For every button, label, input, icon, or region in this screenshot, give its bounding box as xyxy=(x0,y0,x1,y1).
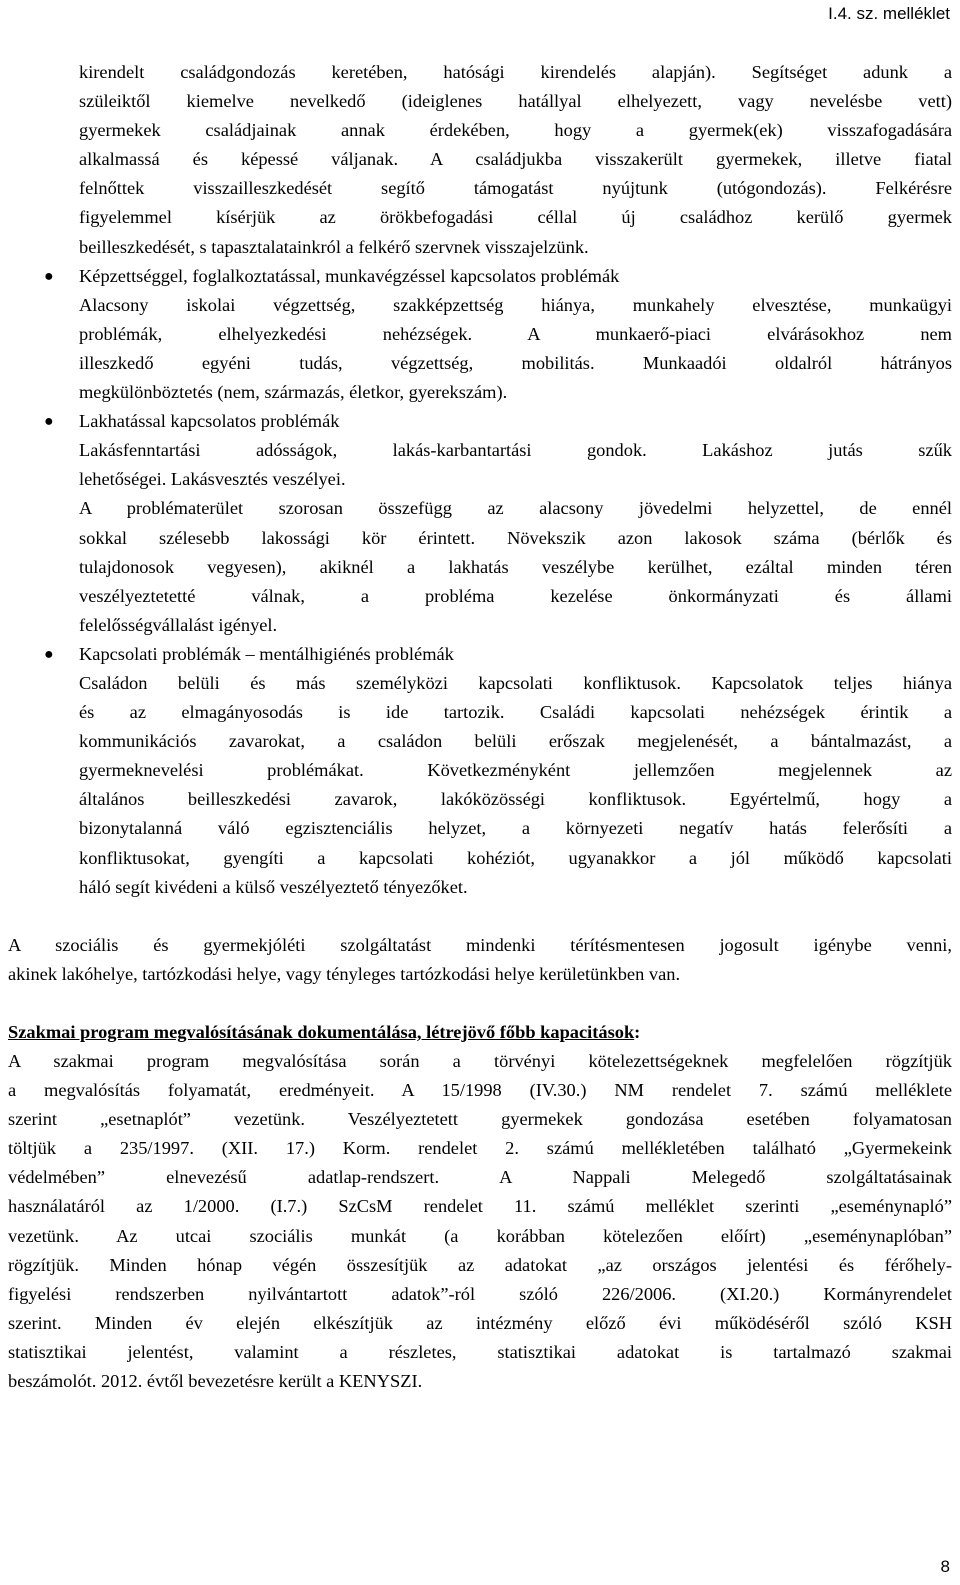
bullet-relationships xyxy=(0,640,960,902)
paragraph-family-care xyxy=(0,58,960,262)
text-line: gyermekek családjainak annak érdekében, hogy a gyermek(ek) visszafogadására xyxy=(79,120,952,141)
text-line: Családon belüli és más személyközi kapcsolati konfliktusok. Kapcsolatok teljes hiánya xyxy=(79,672,952,693)
text-line: szüleiktől kiemelve nevelkedő (ideiglenes hatállyal elhelyezett, vagy nevelésbe vett) xyxy=(79,91,952,112)
annex-label: I.4. sz. melléklet xyxy=(828,4,950,23)
text-line: statisztikai jelentést, valamint a részletes, statisztikai adatokat is tartalmazó szakmai xyxy=(8,1341,952,1362)
text-line: konfliktusokat, gyengíti a kapcsolati kohéziót, ugyanakkor a jól működő kapcsolati xyxy=(79,847,952,868)
text-line: általános beilleszkedési zavarok, lakóközösségi konfliktusok. Egyértelmű, hogy a xyxy=(79,789,952,810)
text-line: A szakmai program megvalósítása során a törvényi kötelezettségeknek megfelelően rögzítjük xyxy=(8,1051,952,1071)
paragraph-documentation xyxy=(0,1047,960,1396)
bullet-title: ● Kapcsolati problémák – mentálhigiénés problémák xyxy=(0,640,960,669)
text-line: Alacsony iskolai végzettség, szakképzettség hiánya, munkahely elvesztése, munkaügyi xyxy=(79,294,952,315)
text-line: figyelemmel kísérjük az örökbefogadási céllal új családhoz kerülő gyermek xyxy=(79,207,952,228)
text-line: kommunikációs zavarokat, a családon belüli erőszak megjelenését, a bántalmazást, a xyxy=(79,731,952,752)
text-line: lehetőségei. Lakásvesztés veszélyei. xyxy=(79,469,346,490)
text-line: Lakásfenntartási adósságok, lakás-karbantartási gondok. Lakáshoz jutás szűk xyxy=(79,440,952,461)
text-line: beszámolót. 2012. évtől bevezetésre került a KENYSZI. xyxy=(8,1371,423,1392)
text-line: beilleszkedését, s tapasztalatainkról a felkérő szervnek visszajelzünk. xyxy=(79,236,589,257)
text-line: háló segít kivédeni a külső veszélyeztető tényezőket. xyxy=(79,876,468,897)
text-line: a megvalósítás folyamatát, eredményeit. A 15/1998 (IV.30.) NM rendelet 7. számú melléklete xyxy=(8,1080,952,1101)
section-heading: Szakmai program megvalósításának dokumentálása, létrejövő főbb kapacitások: xyxy=(8,1021,641,1042)
bullet-title: ● Képzettséggel, foglalkoztatással, munkavégzéssel kapcsolatos problémák xyxy=(0,262,960,291)
text-line: felelősségvállalást igényel. xyxy=(79,614,278,635)
bullet-dot-icon: ● xyxy=(44,413,54,431)
bullet-dot-icon: ● xyxy=(44,645,54,663)
page-number: 8 xyxy=(940,1557,950,1576)
text-line: szerint. Minden év elején elkészítjük az intézmény előző évi működéséről szóló KSH xyxy=(8,1312,952,1333)
text-line: használatáról az 1/2000. (I.7.) SzCsM rendelet 11. számú melléklet szerinti „eseménynapló” xyxy=(8,1196,952,1217)
bullet-dot-icon: ● xyxy=(44,267,54,285)
text-line: szerint „esetnaplót” vezetünk. Veszélyeztetett gyermekek gondozása esetében folyamatosan xyxy=(8,1109,952,1130)
paragraph-eligibility xyxy=(0,931,960,989)
text-line: felnőttek visszailleszkedését segítő támogatást nyújtunk (utógondozás). Felkérésre xyxy=(79,178,952,199)
text-line: sokkal szélesebb lakossági kör érintett. Növekszik azon lakosok száma (bérlők és xyxy=(79,527,952,548)
document-body xyxy=(0,58,960,1396)
text-line: alkalmassá és képessé váljanak. A családjukba visszakerült gyermekek, illetve fiatal xyxy=(79,149,952,170)
bullet-title: ● Lakhatással kapcsolatos problémák xyxy=(0,407,960,436)
text-line: A problématerület szorosan összefügg az alacsony jövedelmi helyzettel, de ennél xyxy=(79,498,952,519)
text-line: kirendelt családgondozás keretében, hatósági kirendelés alapján). Segítséget adunk a xyxy=(79,62,952,82)
text-line: akinek lakóhelye, tartózkodási helye, vagy tényleges tartózkodási helye kerületünkben van. xyxy=(8,963,681,984)
text-line: A szociális és gyermekjóléti szolgáltatást mindenki térítésmentesen jogosult igénybe venni, xyxy=(8,934,952,955)
bullet-housing xyxy=(0,407,960,640)
text-line: védelmében” elnevezésű adatlap-rendszert. A Nappali Melegedő szolgáltatásainak xyxy=(8,1167,952,1188)
text-line: rögzítjük. Minden hónap végén összesítjük az adatokat „az országos jelentési és férőhely- xyxy=(8,1254,952,1275)
text-line: vezetünk. Az utcai szociális munkát (a korábban kötelezően előírt) „eseménynaplóban” xyxy=(8,1225,952,1246)
text-line: figyelési rendszerben nyilvántartott adatok”-ról szóló 226/2006. (XI.20.) Kormányrendelet xyxy=(8,1283,952,1304)
text-line: tulajdonosok vegyesen), akiknél a lakhatás veszélybe kerülhet, ezáltal minden téren xyxy=(79,556,952,577)
text-line: töltjük a 235/1997. (XII. 17.) Korm. rendelet 2. számú mellékletében található „Gyermekeink xyxy=(8,1138,952,1159)
text-line: megkülönböztetés (nem, származás, életkor, gyerekszám). xyxy=(79,382,508,403)
text-line: és az elmagányosodás is ide tartozik. Családi kapcsolati nehézségek érintik a xyxy=(79,702,952,723)
bullet-employment xyxy=(0,262,960,407)
text-line: bizonytalanná váló egzisztenciális helyzet, a környezeti negatív hatás felerősíti a xyxy=(79,818,952,839)
text-line: veszélyeztetetté válnak, a probléma kezelése önkormányzati és állami xyxy=(79,585,952,606)
text-line: illeszkedő egyéni tudás, végzettség, mobilitás. Munkaadói oldalról hátrányos xyxy=(79,352,952,373)
text-line: problémák, elhelyezkedési nehézségek. A munkaerő-piaci elvárásokhoz nem xyxy=(79,323,952,344)
text-line: gyermeknevelési problémákat. Következményként jellemzően megjelennek az xyxy=(79,760,952,781)
